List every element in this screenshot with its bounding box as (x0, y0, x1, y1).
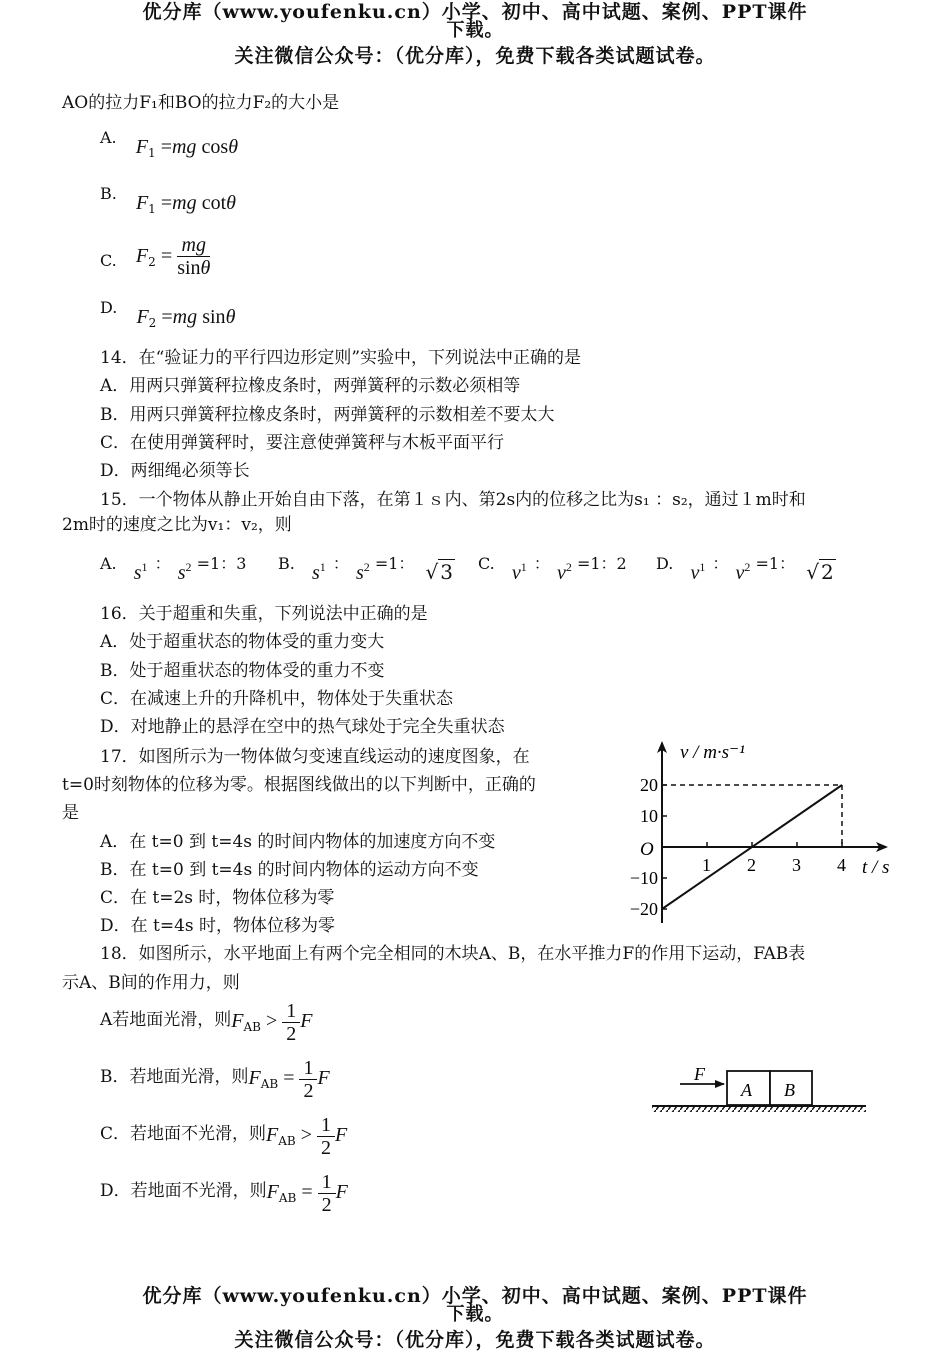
math-sub: 1 (520, 560, 527, 574)
math-var: s (133, 562, 142, 584)
frac-numerator: mg (177, 234, 210, 257)
math-sep: ： (533, 554, 550, 573)
option-letter: A. (100, 128, 117, 147)
sqrt-radicand: 2 (820, 560, 834, 584)
q15-stem-line-2: 2m时的速度之比为v₁：v₂，则 (62, 515, 292, 535)
header-line-1: 优分库（www.youfenku.cn）小学、初中、高中试题、案例、PPT课件 (142, 1, 808, 23)
frac-denominator: 2 (303, 1080, 314, 1102)
option-letter: C. (100, 250, 117, 270)
q16-option-d: D．对地静止的悬浮在空中的热气球处于完全失重状态 (100, 717, 505, 737)
y-tick-label: 10 (640, 806, 658, 826)
math-var: F (248, 1067, 261, 1089)
math-rel: > (295, 1124, 317, 1146)
math-sub: AB (278, 1134, 296, 1148)
q14-option-a: A．用两只弹簧秤拉橡皮条时，两弹簧秤的示数必须相等 (100, 376, 521, 396)
math-value: =1： (374, 554, 415, 573)
chart-guides (662, 785, 842, 847)
math-var: v (556, 562, 566, 584)
header-line-2: 下载。 (446, 20, 504, 41)
frac-denominator: 2 (321, 1137, 331, 1159)
q16-option-a: A．处于超重状态的物体受的重力变大 (100, 632, 385, 652)
option-letter: B. (100, 184, 117, 203)
math-rel: = (160, 136, 172, 158)
q15-stem-line-1: 15．一个物体从静止开始自由下落，在第１ｓ内、第2s内的位移之比为s₁ ：s₂，通过１m时和 (100, 490, 806, 510)
q13-option-a (100, 126, 239, 160)
math-sub: 2 (363, 560, 370, 574)
math-sub: AB (260, 1077, 279, 1091)
math-var: F (266, 1181, 279, 1203)
math-value: =1：2 (576, 554, 627, 573)
math-tail: F (335, 1124, 348, 1146)
q17-stem-line-3: 是 (62, 803, 79, 823)
block-a-label: A (741, 1080, 752, 1100)
math-sub: 1 (141, 560, 148, 574)
q16-option-c: C．在减速上升的升降机中，物体处于失重状态 (100, 689, 454, 709)
q14-option-d: D．两细绳必须等长 (100, 461, 250, 481)
q16-stem: 16．关于超重和失重，下列说法中正确的是 (100, 604, 428, 624)
math-var: v (511, 562, 521, 584)
math-rel: = (160, 244, 173, 267)
math-var: s (311, 562, 320, 584)
sqrt-symbol: √ 2 (806, 560, 834, 584)
q14-option-c: C．在使用弹簧秤时，要注意使弹簧秤与木板平面平行 (100, 433, 505, 453)
q17-option-b: B．在 t=0 到 t=4s 的时间内物体的运动方向不变 (100, 860, 479, 880)
math-sub: 1 (699, 560, 706, 574)
math-var: F (266, 1124, 279, 1146)
math-expr: mg (172, 306, 198, 328)
sqrt-symbol: √ 3 (425, 560, 453, 584)
option-letter: D. (656, 554, 674, 573)
math-var: s (177, 562, 186, 584)
math-var: F (231, 1010, 244, 1032)
frac-den-fn: sin (177, 257, 201, 279)
math-fraction (177, 234, 210, 280)
chart-xlabel: t / s (862, 857, 890, 878)
frac-denominator: 2 (286, 1023, 297, 1045)
q16-option-b: B．处于超重状态的物体受的重力不变 (100, 661, 385, 681)
force-label: F (694, 1064, 705, 1084)
math-fraction (318, 1171, 336, 1216)
q17-stem-line-1: 17．如图所示为一物体做匀变速直线运动的速度图象，在 (100, 747, 530, 767)
math-sub: 2 (565, 560, 572, 574)
math-sub: AB (278, 1191, 297, 1205)
math-rel: > (260, 1010, 283, 1032)
math-sep: ： (332, 554, 349, 573)
q17-stem-line-2: t=0时刻物体的位移为零。根据图线做出的以下判断中，正确的 (62, 775, 536, 795)
q13-option-b (100, 182, 236, 216)
q15-option-c (478, 550, 627, 584)
sqrt-radicand: 3 (440, 560, 453, 584)
chart-ylabel: v / m·s⁻¹ (680, 742, 745, 763)
option-letter: B. (278, 554, 295, 573)
q18-stem-line-2: 示A、B间的作用力，则 (62, 973, 240, 993)
math-sub: 2 (744, 560, 751, 574)
x-tick-label: 1 (702, 855, 711, 875)
frac-numerator: 1 (318, 1171, 336, 1194)
q14-option-b: B．用两只弹簧秤拉橡皮条时，两弹簧秤的示数相差不要太大 (100, 405, 555, 425)
page-header (0, 2, 950, 66)
frac-numerator: 1 (282, 1000, 300, 1023)
q18-option-d (100, 1171, 348, 1216)
math-expr: mg (171, 136, 197, 158)
math-sub: 2 (185, 560, 192, 574)
q15-option-d (656, 550, 834, 584)
math-fn: sin (202, 306, 226, 328)
q17-option-c: C．在 t=2s 时，物体位移为零 (100, 888, 335, 908)
math-value: =1：3 (196, 554, 247, 573)
math-sub: 2 (148, 316, 157, 330)
math-sub: 1 (148, 202, 156, 216)
math-sep: ： (154, 554, 171, 573)
option-letter: C. (478, 554, 495, 573)
math-var: F (135, 136, 148, 158)
q13-stem: AO的拉力F₁和BO的拉力F₂的大小是 (62, 93, 340, 113)
header-line-3: 关注微信公众号：（优分库），免费下载各类试题试卷。 (234, 45, 716, 67)
q17-option-d: D．在 t=4s 时，物体位移为零 (100, 916, 336, 936)
math-tail: F (300, 1010, 313, 1032)
math-expr: mg (172, 192, 197, 214)
math-fraction (317, 1114, 335, 1159)
blocks-figure (650, 1062, 870, 1118)
math-sub: 2 (148, 254, 156, 269)
math-var: F (136, 306, 149, 328)
math-rel: = (278, 1067, 300, 1089)
velocity-time-chart (610, 735, 910, 935)
y-tick-label: −20 (629, 899, 658, 919)
frac-numerator: 1 (317, 1114, 335, 1137)
footer-line-2: 下载。 (446, 1304, 504, 1325)
frac-denominator: 2 (321, 1194, 332, 1216)
q15-option-b (278, 550, 453, 584)
x-tick-label: 3 (792, 855, 801, 875)
option-prefix: C．若地面不光滑，则 (100, 1124, 267, 1144)
math-sep: ： (712, 554, 729, 573)
math-arg: θ (228, 136, 239, 158)
option-prefix: D．若地面不光滑，则 (100, 1181, 267, 1201)
q13-option-c (100, 234, 211, 280)
math-var: v (735, 562, 745, 584)
q18-option-c (100, 1114, 347, 1159)
q17-option-a: A．在 t=0 到 t=4s 的时间内物体的加速度方向不变 (100, 832, 496, 852)
math-fraction (282, 1000, 300, 1045)
y-tick-label: 20 (640, 775, 658, 795)
math-rel: = (296, 1181, 318, 1203)
math-rel: = (160, 192, 173, 214)
x-tick-label: 2 (747, 855, 756, 875)
math-fraction (299, 1057, 317, 1102)
page-footer (0, 1286, 950, 1350)
block-b-label: B (784, 1080, 795, 1100)
footer-line-1: 优分库（www.youfenku.cn）小学、初中、高中试题、案例、PPT课件 (142, 1285, 808, 1307)
math-tail: F (317, 1067, 330, 1089)
footer-line-3: 关注微信公众号：（优分库），免费下载各类试题试卷。 (234, 1329, 716, 1351)
q18-option-b (100, 1057, 330, 1102)
option-letter: D. (100, 298, 118, 317)
ground-hatch (652, 1107, 866, 1112)
math-sub: 1 (319, 560, 326, 574)
math-value: =1： (755, 554, 796, 573)
math-var: s (355, 562, 364, 584)
q15-option-a (100, 550, 247, 584)
q14-stem: 14．在“验证力的平行四边形定则”实验中，下列说法中正确的是 (100, 348, 582, 368)
option-prefix: B．若地面光滑，则 (100, 1067, 249, 1087)
math-sub: AB (243, 1020, 261, 1034)
math-fn: cot (201, 192, 227, 214)
math-var: F (135, 244, 149, 267)
q18-option-a (100, 1000, 312, 1045)
y-tick-label: −10 (629, 868, 658, 888)
frac-numerator: 1 (299, 1057, 317, 1080)
math-rel: = (161, 306, 173, 328)
option-prefix: A若地面光滑，则 (100, 1010, 232, 1030)
q18-stem-line-1: 18．如图所示，水平地面上有两个完全相同的木块A、B，在水平推力F的作用下运动，FAB表 (100, 944, 806, 964)
math-sub: 1 (147, 146, 156, 160)
math-arg: θ (225, 306, 236, 328)
math-var: v (690, 562, 700, 584)
math-var: F (135, 192, 149, 214)
x-tick-label: 4 (837, 855, 846, 875)
chart-origin-label: O (640, 839, 654, 860)
math-arg: θ (226, 192, 236, 214)
option-letter: A. (100, 554, 117, 573)
math-fn: cos (201, 136, 229, 158)
q13-option-d (100, 296, 236, 330)
math-tail: F (335, 1181, 348, 1203)
frac-den-arg: θ (200, 257, 211, 279)
